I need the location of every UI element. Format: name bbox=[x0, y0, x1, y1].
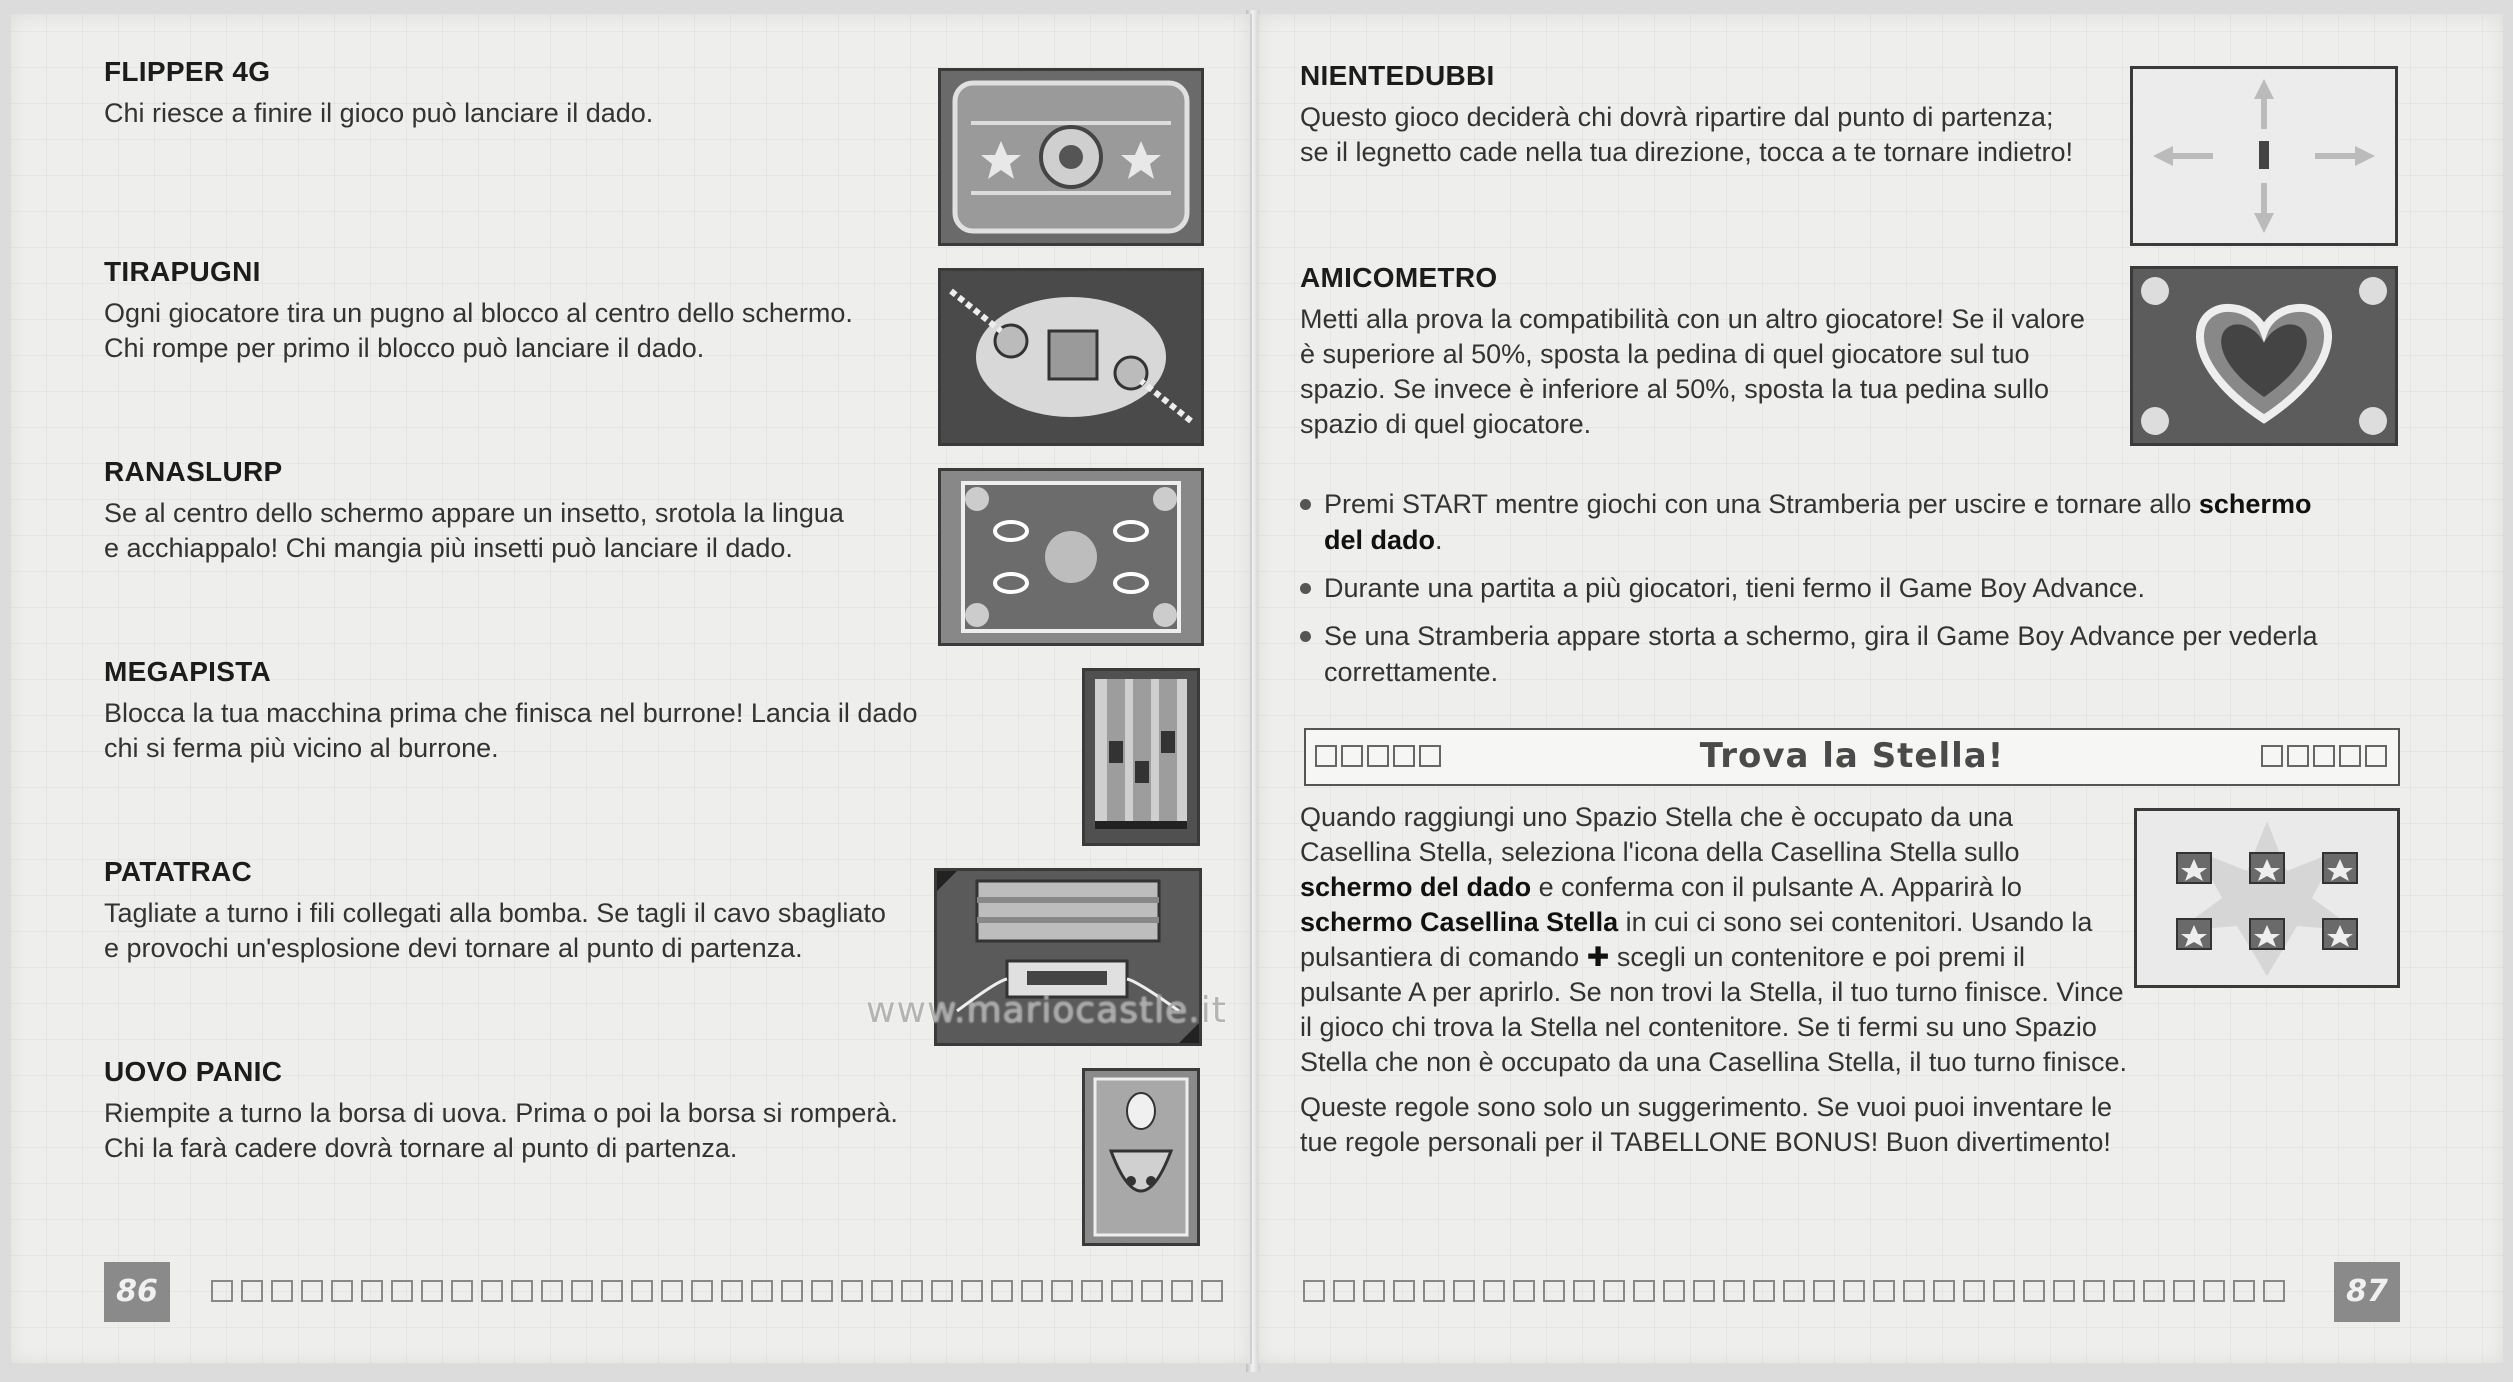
bullet-icon bbox=[1300, 583, 1311, 594]
game-description-line: se il legnetto cade nella tua direzione, tocca a te tornare indietro! bbox=[1300, 137, 2073, 167]
game-description-line: spazio di quel giocatore. bbox=[1300, 409, 1592, 439]
game-amicometro bbox=[1300, 262, 2120, 442]
section-banner bbox=[1304, 728, 2400, 786]
game-description-line: Chi rompe per primo il blocco può lanciare il dado. bbox=[104, 333, 705, 363]
game-ranaslurp bbox=[104, 456, 944, 566]
game-description-line: spazio. Se invece è inferiore al 50%, sposta la tua pedina sullo bbox=[1300, 374, 2049, 404]
section-title: Trova la Stella! bbox=[1699, 736, 2005, 776]
game-description-line: Ogni giocatore tira un pugno al blocco al centro dello schermo. bbox=[104, 298, 853, 328]
stella-rules bbox=[1300, 800, 2130, 1160]
tip-text: Se una Stramberia appare storta a schermo, gira il Game Boy Advance per vederla correttamente. bbox=[1324, 621, 2318, 687]
tip-text: Durante una partita a più giocatori, tieni fermo il Game Boy Advance. bbox=[1324, 573, 2145, 603]
pinball-board-screenshot bbox=[938, 68, 1204, 246]
heart-meter-screenshot bbox=[2130, 266, 2398, 446]
game-nientedubbi bbox=[1300, 60, 2120, 170]
tip-text: Premi START mentre giochi con una Stramberia per uscire e tornare allo bbox=[1324, 489, 2199, 519]
bullet-icon bbox=[1300, 631, 1311, 642]
game-description-line: Chi riesce a finire il gioco può lanciare il dado. bbox=[104, 98, 654, 128]
game-description-line: chi si ferma più vicino al burrone. bbox=[104, 733, 499, 763]
paragraph-text: Quando raggiungi uno Spazio Stella che è occupato da una Casellina Stella, seleziona l'icona della Casellina Stella sullo bbox=[1300, 802, 2020, 867]
bullet-icon bbox=[1300, 499, 1311, 510]
dice-decoration-right bbox=[2240, 744, 2390, 768]
game-uovo-panic bbox=[104, 1056, 944, 1166]
paragraph-bold-text: schermo del dado bbox=[1300, 872, 1532, 902]
paragraph-text: e conferma con il pulsante A. Apparirà lo bbox=[1531, 872, 2022, 902]
closing-paragraph: Queste regole sono solo un suggerimento. Se vuoi puoi inventare le tue regole personali per il TABELLONE BONUS! Buon divertimento! bbox=[1300, 1092, 2113, 1157]
dice-decoration-row bbox=[1300, 1278, 2300, 1304]
tip-bold-text: schermo del dado bbox=[1324, 489, 2312, 555]
game-description-line: e acchiappalo! Chi mangia più insetti può lanciare il dado. bbox=[104, 533, 793, 563]
game-title: PATATRAC bbox=[104, 856, 253, 887]
page-number: 86 bbox=[104, 1262, 170, 1322]
game-description-line: Questo gioco deciderà chi dovrà ripartire dal punto di partenza; bbox=[1300, 102, 2054, 132]
game-description-line: Tagliate a turno i fili collegati alla bomba. Se tagli il cavo sbagliato bbox=[104, 898, 886, 928]
frog-lilypad-screenshot bbox=[938, 468, 1204, 646]
game-patatrac bbox=[104, 856, 944, 966]
game-title: AMICOMETRO bbox=[1300, 262, 1498, 293]
game-title: RANASLURP bbox=[104, 456, 283, 487]
list-item bbox=[1300, 486, 2350, 558]
game-description-line: è superiore al 50%, sposta la pedina di quel giocatore sul tuo bbox=[1300, 339, 2030, 369]
paragraph-text: scegli un contenitore e poi premi il pulsante A per aprirlo. Se non trovi la Stella, il tuo turno finisce. Vince il gioco chi trova la Stella nel contenitore. Se ti fermi su uno Spazio Stella che non è occupato da una Casellina Stella, il tuo turno finisce. bbox=[1300, 942, 2128, 1077]
list-item bbox=[1300, 570, 2350, 606]
tips-list bbox=[1300, 486, 2350, 702]
game-title: FLIPPER 4G bbox=[104, 56, 271, 87]
game-description-line: Blocca la tua macchina prima che finisca nel burrone! Lancia il dado bbox=[104, 698, 918, 728]
game-description-line: Riempite a turno la borsa di uova. Prima o poi la borsa si romperà. bbox=[104, 1098, 898, 1128]
game-description-line: Chi la farà cadere dovrà tornare al punto di partenza. bbox=[104, 1133, 738, 1163]
list-item bbox=[1300, 618, 2350, 690]
star-boxes-screenshot bbox=[2134, 808, 2400, 988]
game-title: NIENTEDUBBI bbox=[1300, 60, 1495, 91]
game-description-line: e provochi un'esplosione devi tornare al punto di partenza. bbox=[104, 933, 803, 963]
game-flipper-4g bbox=[104, 56, 944, 131]
game-megapista bbox=[104, 656, 984, 766]
game-title: TIRAPUGNI bbox=[104, 256, 261, 287]
game-description-line: Metti alla prova la compatibilità con un altro giocatore! Se il valore bbox=[1300, 304, 2085, 334]
game-tirapugni bbox=[104, 256, 944, 366]
paragraph-text: in cui ci sono sei contenitori. Usando la pulsantiera di comando bbox=[1300, 907, 2093, 972]
game-title: MEGAPISTA bbox=[104, 656, 272, 687]
dpad-cross-icon: ✚ bbox=[1586, 942, 1610, 972]
race-track-screenshot bbox=[1082, 668, 1200, 846]
paragraph-bold-text: schermo Casellina Stella bbox=[1300, 907, 1619, 937]
game-description-line: Se al centro dello schermo appare un insetto, srotola la lingua bbox=[104, 498, 844, 528]
watermark: www.mariocastle.it bbox=[866, 990, 1227, 1031]
game-title: UOVO PANIC bbox=[104, 1056, 283, 1087]
stella-paragraph bbox=[1300, 800, 2130, 1080]
dice-decoration-row bbox=[208, 1278, 1248, 1304]
page-number: 87 bbox=[2334, 1262, 2400, 1322]
egg-bag-screenshot bbox=[1082, 1068, 1200, 1246]
tip-text-end: . bbox=[1435, 525, 1443, 555]
falling-stick-screenshot bbox=[2130, 66, 2398, 246]
punching-block-screenshot bbox=[938, 268, 1204, 446]
